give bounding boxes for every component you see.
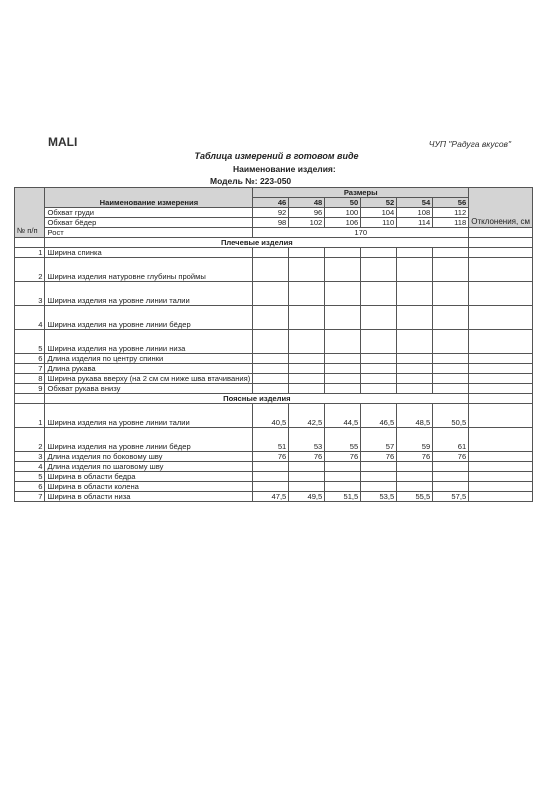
row-value: [433, 374, 469, 384]
row-value: [433, 330, 469, 354]
row-value: [433, 282, 469, 306]
table-row: [15, 428, 533, 452]
row-value: 76: [361, 452, 397, 462]
table-row: [15, 462, 533, 472]
row-name: Ширина в области колена: [45, 482, 253, 492]
row-deviation: [469, 428, 533, 452]
row-value: [325, 482, 361, 492]
table-row: [15, 306, 533, 330]
row-value: [253, 462, 289, 472]
row-value: [325, 462, 361, 472]
size-46: 46: [253, 198, 289, 208]
row-value: [253, 374, 289, 384]
row-value: [253, 330, 289, 354]
chest-value: 100: [325, 208, 361, 218]
organization-name: ЧУП "Радуга вкусов": [428, 139, 511, 149]
hips-row: [15, 218, 533, 228]
document-title: Таблица измерений в готовом виде: [194, 151, 359, 161]
row-value: 40,5: [253, 404, 289, 428]
row-value: 55: [325, 428, 361, 452]
row-value: [361, 384, 397, 394]
row-value: [361, 306, 397, 330]
measurements-table: [14, 187, 533, 502]
row-value: [289, 384, 325, 394]
chest-value: 104: [361, 208, 397, 218]
row-value: [361, 330, 397, 354]
size-54: 54: [397, 198, 433, 208]
row-name: Ширина изделия на уровне линии низа: [45, 330, 253, 354]
model-number: 223-050: [259, 176, 292, 186]
row-value: 76: [253, 452, 289, 462]
row-value: [397, 282, 433, 306]
row-value: [289, 330, 325, 354]
hips-value: 118: [433, 218, 469, 228]
row-name: Ширина в области бедра: [45, 472, 253, 482]
row-value: [289, 374, 325, 384]
row-value: [253, 248, 289, 258]
row-number: 5: [15, 330, 45, 354]
row-value: [253, 354, 289, 364]
row-deviation: [469, 306, 533, 330]
row-value: [325, 258, 361, 282]
row-value: 76: [289, 452, 325, 462]
row-value: [289, 306, 325, 330]
row-value: [325, 364, 361, 374]
row-value: [289, 282, 325, 306]
row-value: [433, 248, 469, 258]
row-value: [361, 248, 397, 258]
model-line: [210, 176, 291, 186]
row-value: 48,5: [397, 404, 433, 428]
row-deviation: [469, 452, 533, 462]
row-deviation: [469, 472, 533, 482]
product-name-label: Наименование изделия:: [233, 164, 336, 174]
row-value: [361, 472, 397, 482]
row-value: [325, 248, 361, 258]
hips-value: 102: [289, 218, 325, 228]
table-row: [15, 248, 533, 258]
chest-value: 96: [289, 208, 325, 218]
row-deviation: [469, 354, 533, 364]
hips-value: 106: [325, 218, 361, 228]
row-value: [397, 472, 433, 482]
row-value: [361, 462, 397, 472]
row-value: [397, 384, 433, 394]
row-value: 76: [433, 452, 469, 462]
row-value: 46,5: [361, 404, 397, 428]
row-value: 51: [253, 428, 289, 452]
row-value: 55,5: [397, 492, 433, 502]
hips-value: 98: [253, 218, 289, 228]
name-header: Наименование измерения: [45, 188, 253, 208]
col-number-header: [15, 188, 45, 238]
row-value: [433, 472, 469, 482]
row-deviation: [469, 258, 533, 282]
row-number: 8: [15, 374, 45, 384]
table-row: [15, 258, 533, 282]
row-deviation: [469, 282, 533, 306]
row-deviation: [469, 364, 533, 374]
table-row: [15, 282, 533, 306]
row-value: [397, 258, 433, 282]
row-value: [325, 354, 361, 364]
row-value: [325, 374, 361, 384]
row-number: 9: [15, 384, 45, 394]
row-value: [253, 282, 289, 306]
header-row-sizes-title: [15, 188, 533, 198]
row-value: [361, 374, 397, 384]
row-name: Ширина изделия на уровне линии талии: [45, 282, 253, 306]
section-title: Плечевые изделия: [45, 238, 469, 248]
size-50: 50: [325, 198, 361, 208]
table-row: [15, 404, 533, 428]
row-value: [433, 306, 469, 330]
row-value: [397, 364, 433, 374]
row-value: [289, 354, 325, 364]
row-value: [397, 482, 433, 492]
row-value: [289, 248, 325, 258]
row-name: Ширина спинка: [45, 248, 253, 258]
row-number: 5: [15, 472, 45, 482]
row-name: Ширина в области низа: [45, 492, 253, 502]
height-deviation: [469, 228, 533, 238]
row-number: 4: [15, 462, 45, 472]
row-value: [289, 258, 325, 282]
row-value: [397, 248, 433, 258]
brand-name: MALI: [48, 135, 78, 149]
row-name: Ширина изделия на уровне линии бёдер: [45, 306, 253, 330]
row-value: [253, 364, 289, 374]
row-deviation: [469, 384, 533, 394]
row-name: Длина рукава: [45, 364, 253, 374]
chest-row: [15, 208, 533, 218]
row-deviation: [469, 482, 533, 492]
row-name: Обхват рукава внизу: [45, 384, 253, 394]
row-value: 50,5: [433, 404, 469, 428]
row-value: [433, 384, 469, 394]
row-name: Ширина изделия на уровне линии талии: [45, 404, 253, 428]
row-number: 3: [15, 452, 45, 462]
row-number: 6: [15, 482, 45, 492]
row-value: 51,5: [325, 492, 361, 502]
row-value: [433, 258, 469, 282]
row-value: [361, 482, 397, 492]
height-label: Рост: [45, 228, 253, 238]
table-row: [15, 452, 533, 462]
row-value: [253, 306, 289, 330]
chest-value: 92: [253, 208, 289, 218]
size-56: 56: [433, 198, 469, 208]
row-value: [253, 384, 289, 394]
section-header-row: [15, 394, 533, 404]
row-value: [289, 462, 325, 472]
table-row: [15, 330, 533, 354]
measurements-table-body: [15, 188, 533, 502]
row-name: Ширина рукава вверху (на 2 см см ниже шва втачивания): [45, 374, 253, 384]
row-value: 57: [361, 428, 397, 452]
row-value: [433, 482, 469, 492]
chest-value: 108: [397, 208, 433, 218]
model-label: Модель №:: [210, 176, 258, 186]
row-value: 53,5: [361, 492, 397, 502]
row-value: [325, 384, 361, 394]
row-value: [397, 306, 433, 330]
row-number: 7: [15, 364, 45, 374]
row-value: [361, 258, 397, 282]
table-row: [15, 354, 533, 364]
row-value: [433, 462, 469, 472]
row-value: 76: [397, 452, 433, 462]
chest-value: 112: [433, 208, 469, 218]
row-name: Ширина изделия на уровне линии бёдер: [45, 428, 253, 452]
height-value: 170: [253, 228, 469, 238]
row-value: [253, 482, 289, 492]
row-value: [361, 282, 397, 306]
hips-value: 114: [397, 218, 433, 228]
row-number: 4: [15, 306, 45, 330]
section-deviation-blank: [469, 238, 533, 248]
section-number-blank: [15, 238, 45, 248]
row-value: [253, 472, 289, 482]
row-value: [361, 364, 397, 374]
row-number: 1: [15, 248, 45, 258]
row-value: 76: [325, 452, 361, 462]
sizes-header: Размеры: [253, 188, 469, 198]
section-deviation-blank: [469, 394, 533, 404]
table-row: [15, 374, 533, 384]
col-number-label: № п/п: [17, 226, 38, 235]
row-deviation: [469, 492, 533, 502]
section-header-row: [15, 238, 533, 248]
table-row: [15, 482, 533, 492]
row-value: [397, 354, 433, 364]
row-number: 1: [15, 404, 45, 428]
deviation-header: Отклонения, см: [469, 188, 533, 228]
row-deviation: [469, 374, 533, 384]
table-row: [15, 384, 533, 394]
row-number: 7: [15, 492, 45, 502]
row-value: [289, 472, 325, 482]
row-value: 44,5: [325, 404, 361, 428]
table-row: [15, 364, 533, 374]
size-48: 48: [289, 198, 325, 208]
size-52: 52: [361, 198, 397, 208]
section-number-blank: [15, 394, 45, 404]
row-value: 61: [433, 428, 469, 452]
hips-label: Обхват бёдер: [45, 218, 253, 228]
row-deviation: [469, 404, 533, 428]
row-value: [325, 306, 361, 330]
row-deviation: [469, 462, 533, 472]
row-name: Длина изделия по боковому шву: [45, 452, 253, 462]
row-value: [433, 354, 469, 364]
row-value: 49,5: [289, 492, 325, 502]
row-deviation: [469, 248, 533, 258]
row-number: 3: [15, 282, 45, 306]
row-value: 53: [289, 428, 325, 452]
row-value: 59: [397, 428, 433, 452]
row-value: 57,5: [433, 492, 469, 502]
row-value: [397, 374, 433, 384]
row-value: [289, 482, 325, 492]
row-value: [289, 364, 325, 374]
row-number: 2: [15, 428, 45, 452]
table-row: [15, 472, 533, 482]
height-row: [15, 228, 533, 238]
row-name: Длина изделия по центру спинки: [45, 354, 253, 364]
row-number: 2: [15, 258, 45, 282]
row-value: [361, 354, 397, 364]
hips-value: 110: [361, 218, 397, 228]
row-value: [325, 472, 361, 482]
row-number: 6: [15, 354, 45, 364]
section-title: Поясные изделия: [45, 394, 469, 404]
row-value: [253, 258, 289, 282]
row-value: 42,5: [289, 404, 325, 428]
row-value: 47,5: [253, 492, 289, 502]
chest-label: Обхват груди: [45, 208, 253, 218]
row-deviation: [469, 330, 533, 354]
row-name: Ширина изделия натуровне глубины проймы: [45, 258, 253, 282]
row-value: [397, 330, 433, 354]
row-value: [433, 364, 469, 374]
row-value: [397, 462, 433, 472]
table-row: [15, 492, 533, 502]
row-name: Длина изделия по шаговому шву: [45, 462, 253, 472]
row-value: [325, 282, 361, 306]
row-value: [325, 330, 361, 354]
